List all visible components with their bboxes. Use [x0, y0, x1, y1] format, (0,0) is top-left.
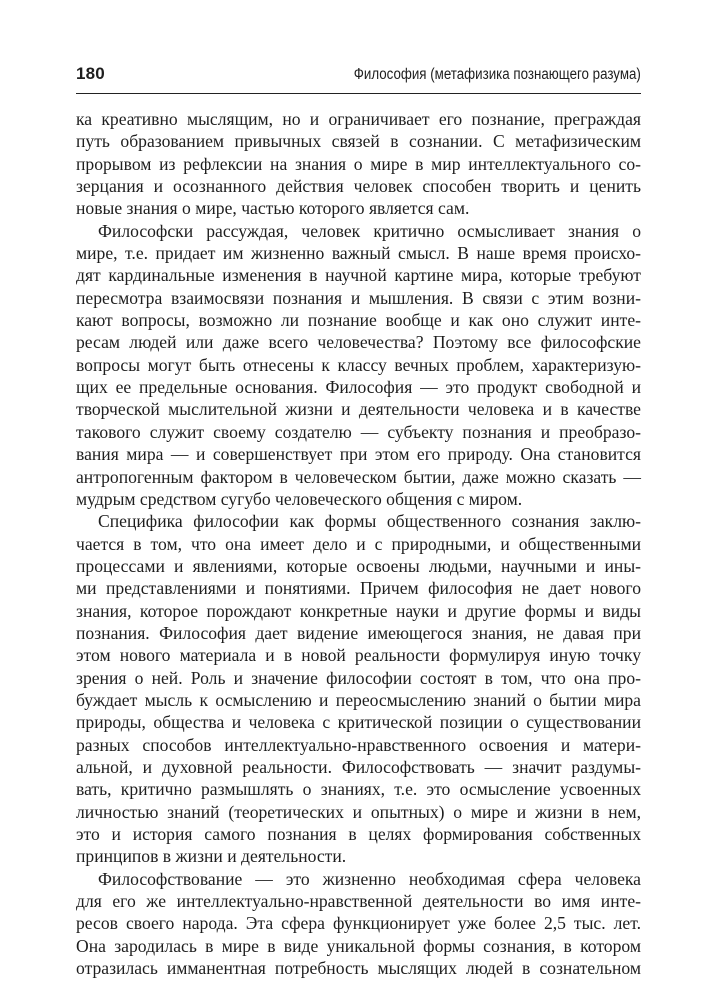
text-line: мудрым средством сугубо человеческого общения с миром. — [76, 488, 523, 509]
page-number: 180 — [76, 64, 105, 83]
text-line: чается в том, что она имеет дело и с природными, и общественными — [76, 533, 641, 554]
text-line: мире, т.е. придает им жизненно важный смысл. В наше время происхо- — [76, 243, 641, 264]
paragraph — [76, 510, 641, 868]
text-line: ми представлениями и понятиями. Причем философия не дает нового — [76, 578, 641, 599]
text-line: для его же интеллектуально-нравственной деятельности во имя инте- — [76, 891, 641, 912]
text-line: знания, которое порождают конкретные науки и другие формы и виды — [76, 600, 641, 621]
text-line: кают вопросы, возможно ли познание вообще и как оно служит инте- — [76, 310, 641, 331]
text-line: буждает мысль к осмыслению и переосмыслению знаний о бытии мира — [76, 689, 641, 710]
text-line: познания. Философия дает видение имеющегося знания, не давая при — [76, 622, 641, 643]
text-line: зрения о ней. Роль и значение философии состоят в том, что она про- — [76, 667, 641, 688]
text-line: вопросы могут быть отнесены к классу вечных проблем, характеризую- — [76, 354, 641, 375]
text-line: Она зародилась в мире в виде уникальной формы сознания, в котором — [76, 935, 641, 956]
text-line: принципов в жизни и деятельности. — [76, 846, 347, 867]
text-line: пересмотра взаимосвязи познания и мышления. В связи с этим возни- — [76, 287, 641, 308]
text-line: процессами и явлениями, которые освоены людьми, научными и ины- — [76, 555, 641, 576]
text-line: разных способов интеллектуально-нравственного освоения и матери- — [76, 734, 641, 755]
text-line: творческой мыслительной жизни и деятельности человека и в качестве — [76, 399, 641, 420]
running-title: Философия (метафизика познающего разума) — [353, 66, 641, 83]
text-line: ка креативно мыслящим, но и ограничивает его познание, преграждая — [76, 109, 641, 129]
text-line: ресам людей или даже всего человечества? Поэтому все философские — [76, 332, 641, 353]
book-page — [76, 64, 641, 979]
text-line: путь образованием привычных связей в сознании. С метафизическим — [76, 131, 641, 152]
text-line: Философски рассуждая, человек критично осмысливает знания о — [98, 220, 641, 241]
text-line: такового служит своему создателю — субъекту познания и преобразо- — [76, 421, 641, 442]
text-line: зерцания и осознанного действия человек способен творить и ценить — [76, 176, 641, 197]
body-text — [76, 108, 641, 979]
text-line: вания мира — и совершенствует при этом его природу. Она становится — [76, 444, 641, 465]
text-line: этом нового материала и в новой реальности формулируя иную точку — [76, 645, 641, 666]
header-rule — [76, 93, 641, 94]
text-line: прорывом из рефлексии на знания о мире в мир интеллектуального со- — [76, 153, 641, 174]
text-line: антропогенным фактором в человеческом бытии, даже можно сказать — — [76, 466, 641, 487]
paragraph — [76, 868, 641, 980]
text-line: дят кардинальные изменения в научной картине мира, которые требуют — [76, 265, 641, 286]
text-line: ресов своего народа. Эта сфера функционирует уже более 2,5 тыс. лет. — [76, 913, 641, 934]
paragraph — [76, 220, 641, 510]
text-line: новые знания о мире, частью которого является сам. — [76, 198, 470, 219]
text-line: альной, и духовной реальности. Философствовать — значит раздумы- — [76, 756, 641, 777]
text-line: природы, общества и человека с критической позиции о существовании — [76, 712, 641, 733]
paragraph — [76, 108, 641, 220]
text-line: щих ее предельные основания. Философия — это продукт свободной и — [76, 377, 641, 398]
text-line: отразилась имманентная потребность мыслящих людей в сознательном — [76, 958, 641, 979]
text-line: это и история самого познания в целях формирования собственных — [76, 824, 641, 844]
text-line: Философствование — это жизненно необходимая сфера человека — [98, 868, 641, 889]
text-line: вать, критично размышлять о знаниях, т.е. это осмысление усвоенных — [76, 779, 641, 800]
text-line: личностью знаний (теоретических и опытных) о мире и жизни в нем, — [76, 801, 641, 822]
running-head — [76, 64, 641, 89]
text-line: Специфика философии как формы общественного сознания заклю- — [98, 511, 641, 532]
